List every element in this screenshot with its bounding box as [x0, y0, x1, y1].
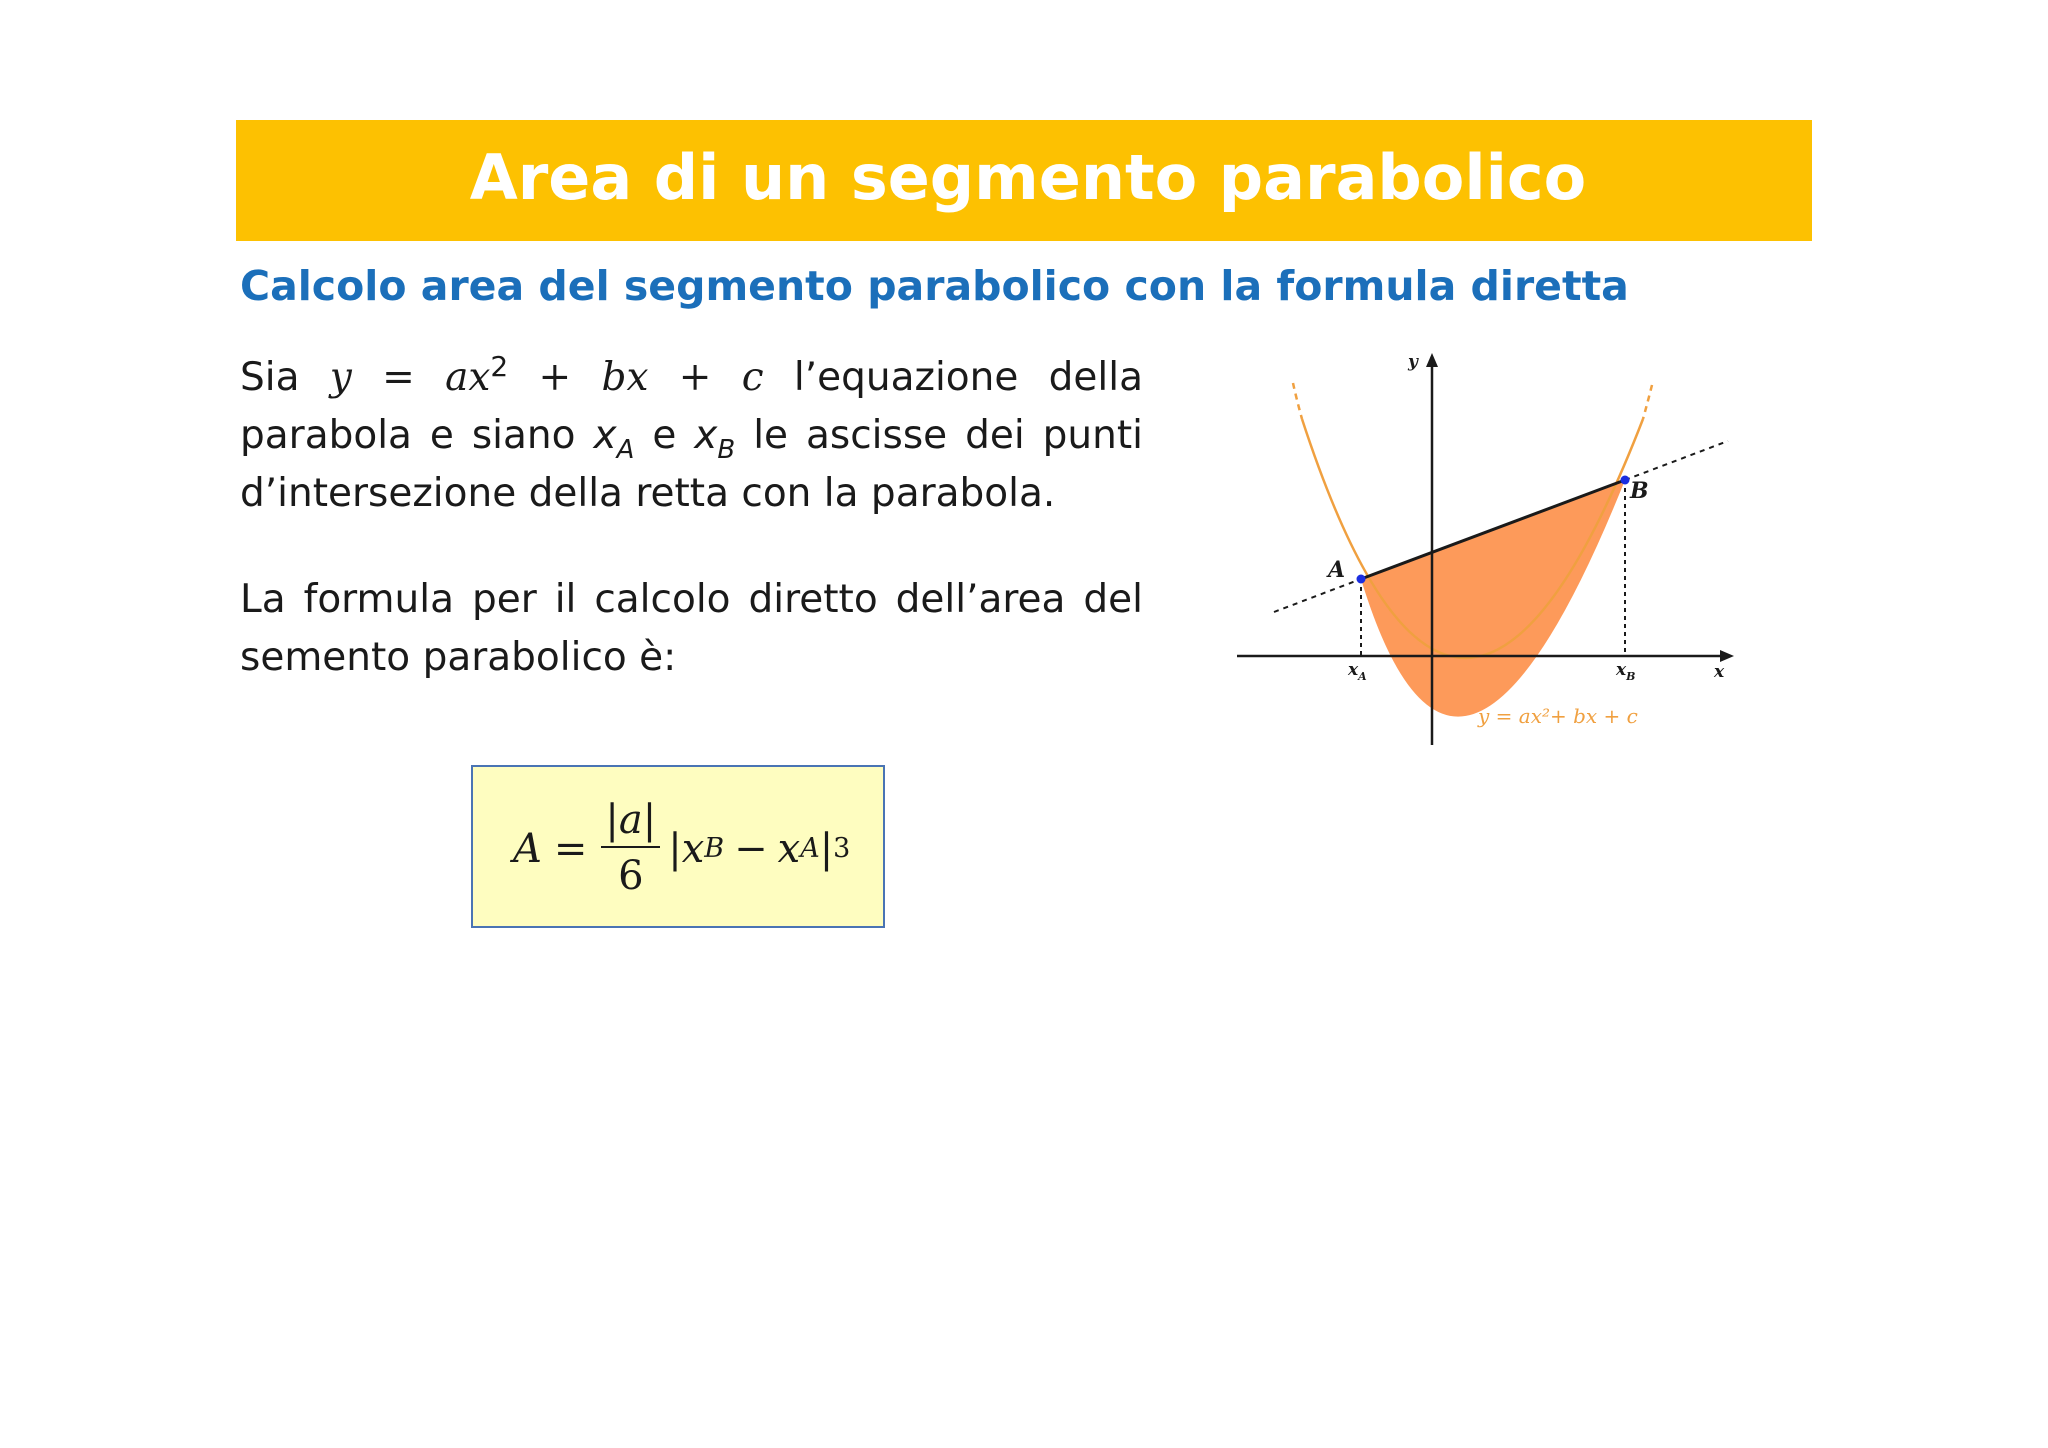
x-axis-label: x — [1714, 662, 1725, 682]
abs-bar-open: | — [668, 825, 682, 872]
eq-exponent: 2 — [490, 350, 509, 383]
paragraph-line: d’intersezione della retta con la parabola. — [240, 471, 1056, 516]
paragraph-line: La formula per il calcolo diretto dell’area del — [240, 577, 1143, 622]
paragraph-line — [240, 407, 1143, 465]
formula-equals: = — [553, 825, 588, 872]
area-formula: A = $\frac{|a|}{6}$ | x B − x A | 3 — [513, 767, 850, 930]
formula-box — [471, 765, 885, 928]
point-B-label: B — [1630, 478, 1649, 504]
x-axis-arrow — [1720, 650, 1734, 662]
slide-subtitle: Calcolo area del segmento parabolico con la formula diretta — [240, 262, 1629, 310]
y-axis-arrow — [1426, 353, 1438, 367]
text-segment: parabola e siano — [240, 413, 576, 458]
parabola-tail-right — [1643, 385, 1652, 419]
formula-xA: x — [777, 825, 801, 872]
y-axis-label: y — [1408, 352, 1418, 372]
formula-minus: − — [734, 825, 768, 872]
xB-tick-label: $x_B$ — [1616, 660, 1636, 683]
eq-plus: + — [678, 355, 712, 400]
parabolic-segment-fill — [1361, 480, 1625, 717]
secant-extension-left — [1274, 579, 1361, 612]
title-bar — [236, 120, 1812, 241]
eq-plus: + — [538, 355, 572, 400]
eq-equals: = — [382, 355, 415, 400]
formula-A: A — [513, 825, 542, 872]
eq-c: c — [741, 355, 764, 400]
text-sia: Sia — [240, 355, 300, 400]
fraction-numerator: |a| — [601, 796, 660, 848]
abs-bar-close: | — [819, 825, 834, 872]
text-after-equation: l’equazione della — [793, 355, 1143, 400]
point-B — [1621, 476, 1630, 485]
paragraph-line — [240, 349, 1143, 407]
fraction-denominator: 6 — [618, 852, 644, 899]
formula-fraction — [601, 796, 660, 902]
formula-xB: x — [681, 825, 705, 872]
parabola-graph — [1232, 345, 1742, 750]
text-segment: e — [652, 413, 677, 458]
xA-tick-label: $x_A$ — [1348, 660, 1367, 683]
secant-extension-right — [1625, 441, 1728, 480]
paragraph-definition — [240, 349, 1143, 523]
slide-title: Area di un segmento parabolico — [469, 141, 1587, 214]
curve-equation-label: y = ax²+ bx + c — [1478, 704, 1638, 728]
point-A — [1357, 575, 1366, 584]
var-xA: $x_A$ — [593, 413, 635, 465]
text-segment: le ascisse dei punti — [753, 413, 1143, 458]
paragraph-line: semento parabolico è: — [240, 635, 677, 680]
eq-y: y — [329, 355, 352, 400]
eq-bx: bx — [601, 355, 649, 400]
paragraph-formula-intro — [240, 571, 1143, 687]
parabola-tail-left — [1293, 383, 1302, 419]
point-A-label: A — [1328, 557, 1346, 583]
eq-x: x — [468, 355, 491, 400]
eq-a: a — [445, 355, 469, 400]
equation-parabola — [329, 350, 764, 400]
var-xB: $x_B$ — [694, 413, 736, 465]
